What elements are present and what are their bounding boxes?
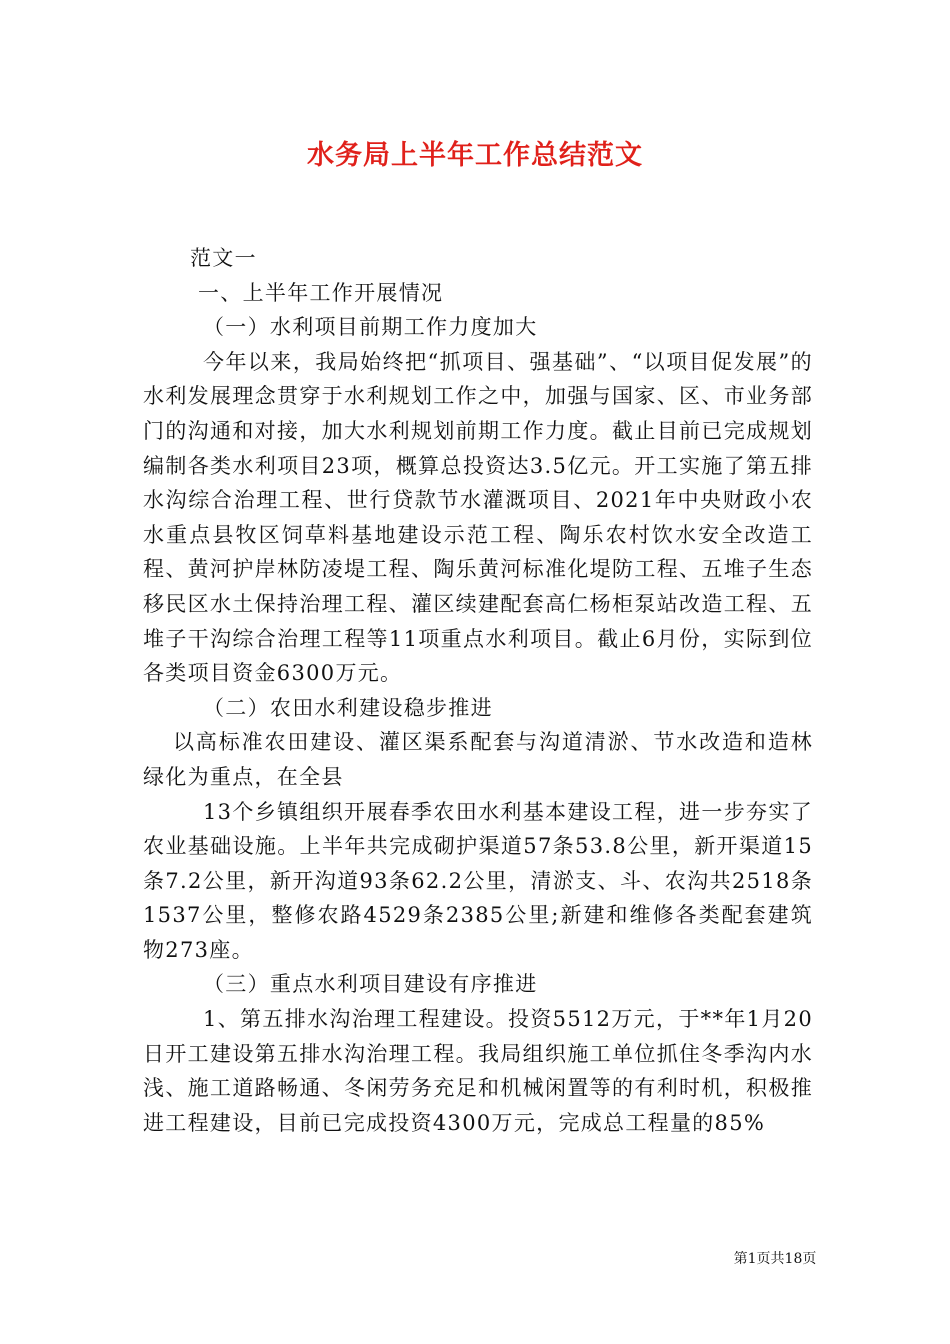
paragraph: 1、第五排水沟治理工程建设。投资5512万元，于**年1月20日开工建设第五排水沟治理工程。我局组织施工单位抓住冬季沟内水浅、施工道路畅通、冬闲劳务充足和机械闲置等的有利时机，积极推进工程建设，目前已完成投资4300万元，完成总工程量的85% [143, 1007, 813, 1135]
subsection-heading: （一）水利项目前期工作力度加大 [203, 315, 538, 340]
paragraph: 13个乡镇组织开展春季农田水利基本建设工程，进一步夯实了农业基础设施。上半年共完成砌护渠道57条53.8公里，新开渠道15条7.2公里，新开沟道93条62.2公里，清淤支、斗、农沟共2518条1537公里，整修农路4529条2385公里;新建和维修各类配套建筑物273座。 [143, 799, 813, 962]
document-title: 水务局上半年工作总结范文 [307, 140, 643, 171]
paragraph: 以高标准农田建设、灌区渠系配套与沟道清淤、节水改造和造林绿化为重点，在全县 [143, 730, 813, 789]
sample-label: 范文一 [190, 246, 257, 270]
section-heading: 一、上半年工作开展情况 [198, 280, 444, 305]
page-indicator: 第1页共18页 [733, 1251, 817, 1267]
document-body [143, 241, 813, 1140]
subsection-heading: （三）重点水利项目建设有序推进 [203, 972, 538, 997]
paragraph: 今年以来，我局始终把“抓项目、强基础”、“以项目促发展”的水利发展理念贯穿于水利规划工作之中，加强与国家、区、市业务部门的沟通和对接，加大水利规划前期工作力度。截止目前已完成规划编制各类水利项目23项，概算总投资达3.5亿元。开工实施了第五排水沟综合治理工程、世行贷款节水灌溉项目、2021年中央财政小农水重点县牧区饲草料基地建设示范工程、陶乐农村饮水安全改造工程、黄河护岸林防凌堤工程、陶乐黄河标准化堤防工程、五堆子生态移民区水土保持治理工程、灌区续建配套高仁杨柜泵站改造工程、五堆子干沟综合治理工程等11项重点水利项目。截止6月份，实际到位各类项目资金6300万元。 [143, 349, 813, 686]
subsection-heading: （二）农田水利建设稳步推进 [203, 695, 493, 720]
